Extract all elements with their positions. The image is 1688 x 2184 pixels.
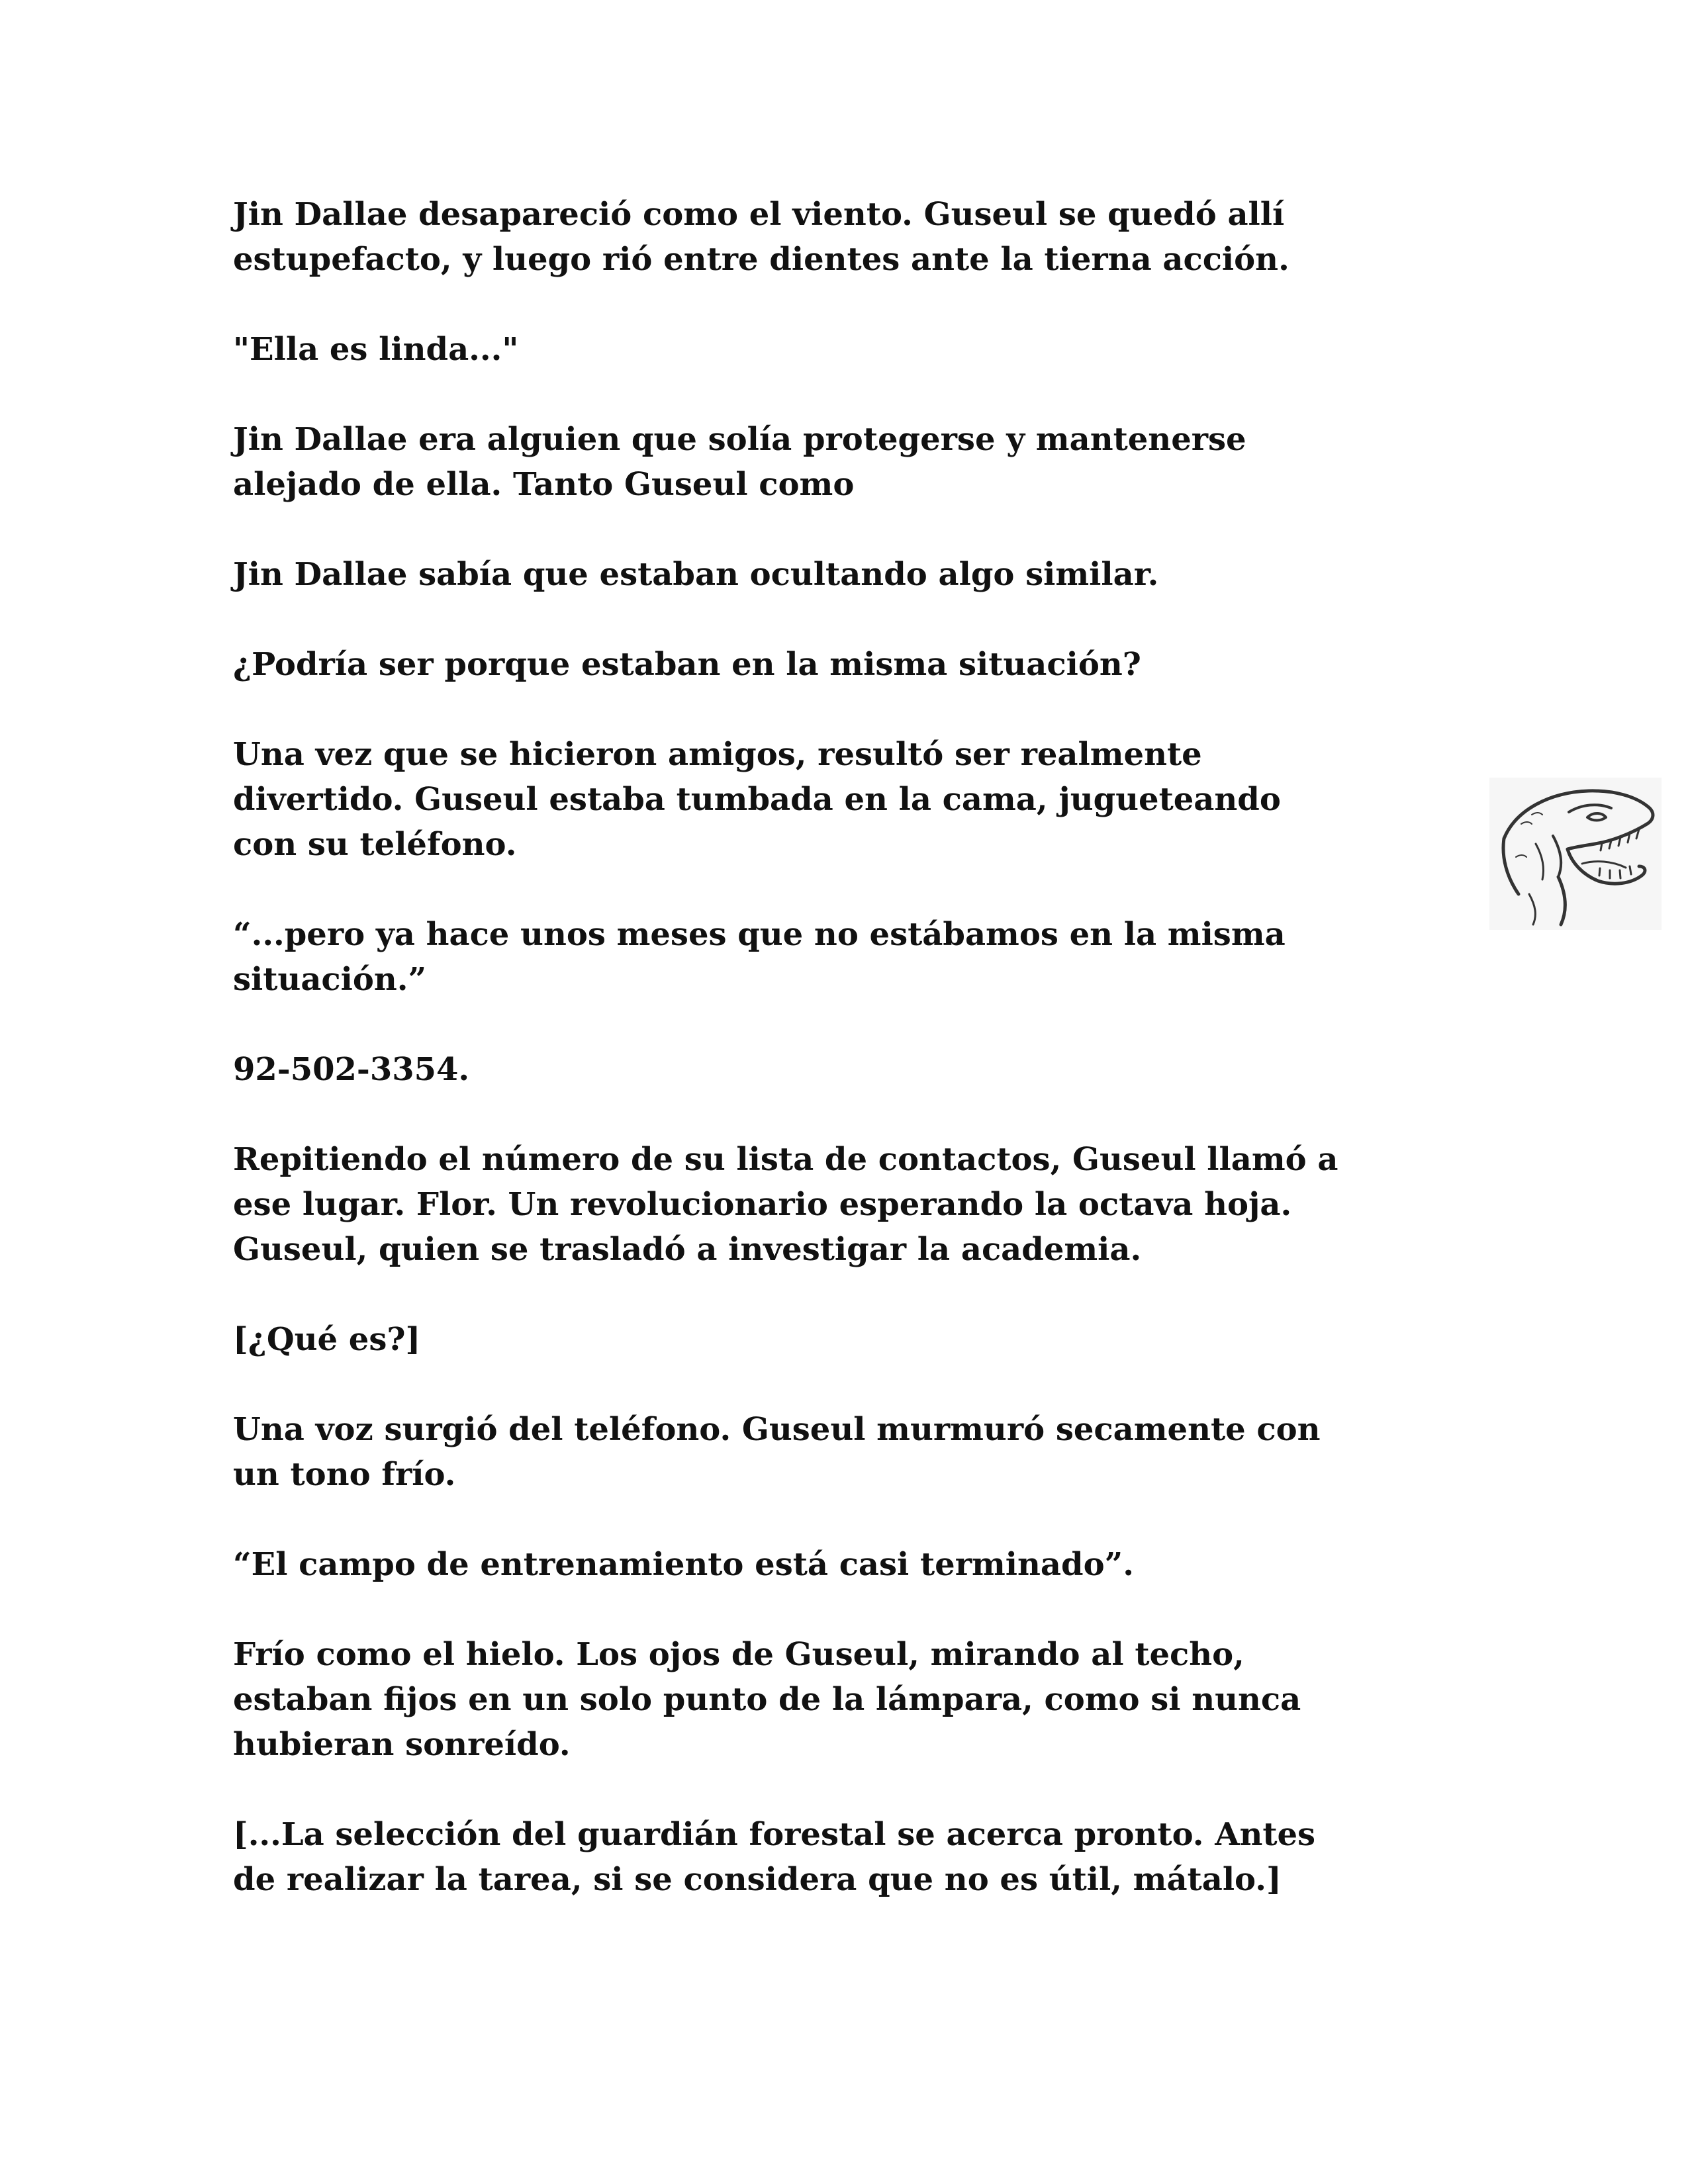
paragraph-5: ¿Podría ser porque estaban en la misma situación?: [233, 646, 1141, 683]
body-text: [233, 192, 1477, 1947]
paragraph-7: “...pero ya hace unos meses que no estábamos en la misma situación.”: [233, 916, 1286, 998]
paragraph-11: Una voz surgió del teléfono. Guseul murmuró secamente con un tono frío.: [233, 1411, 1321, 1493]
paragraph-6: Una vez que se hicieron amigos, resultó ser realmente divertido. Guseul estaba tumbada en la cama, jugueteando con su teléfono.: [233, 736, 1281, 863]
paragraph-2: "Ella es linda...": [233, 331, 519, 368]
paragraph-13: Frío como el hielo. Los ojos de Guseul, mirando al techo, estaban fijos en un solo punto de la lámpara, como si nunca hubieran sonreído.: [233, 1636, 1301, 1763]
paragraph-14: [...La selección del guardián forestal se acerca pronto. Antes de realizar la tarea, si se considera que no es útil, mátalo.]: [233, 1816, 1316, 1898]
paragraph-12: “El campo de entrenamiento está casi terminado”.: [233, 1546, 1134, 1583]
paragraph-9: Repitiendo el número de su lista de contactos, Guseul llamó a ese lugar. Flor. Un revolucionario esperando la octava hoja. Guseul, quien se trasladó a investigar la academia.: [233, 1141, 1338, 1268]
paragraph-1: Jin Dallae desapareció como el viento. Guseul se quedó allí estupefacto, y luego rió entre dientes ante la tierna acción.: [233, 196, 1289, 278]
paragraph-3: Jin Dallae era alguien que solía protegerse y mantenerse alejado de ella. Tanto Guseul como: [233, 421, 1246, 503]
paragraph-4: Jin Dallae sabía que estaban ocultando algo similar.: [233, 556, 1159, 593]
dinosaur-head-icon: [1489, 778, 1662, 930]
paragraph-10: [¿Qué es?]: [233, 1321, 421, 1358]
paragraph-8: 92-502-3354.: [233, 1051, 470, 1088]
